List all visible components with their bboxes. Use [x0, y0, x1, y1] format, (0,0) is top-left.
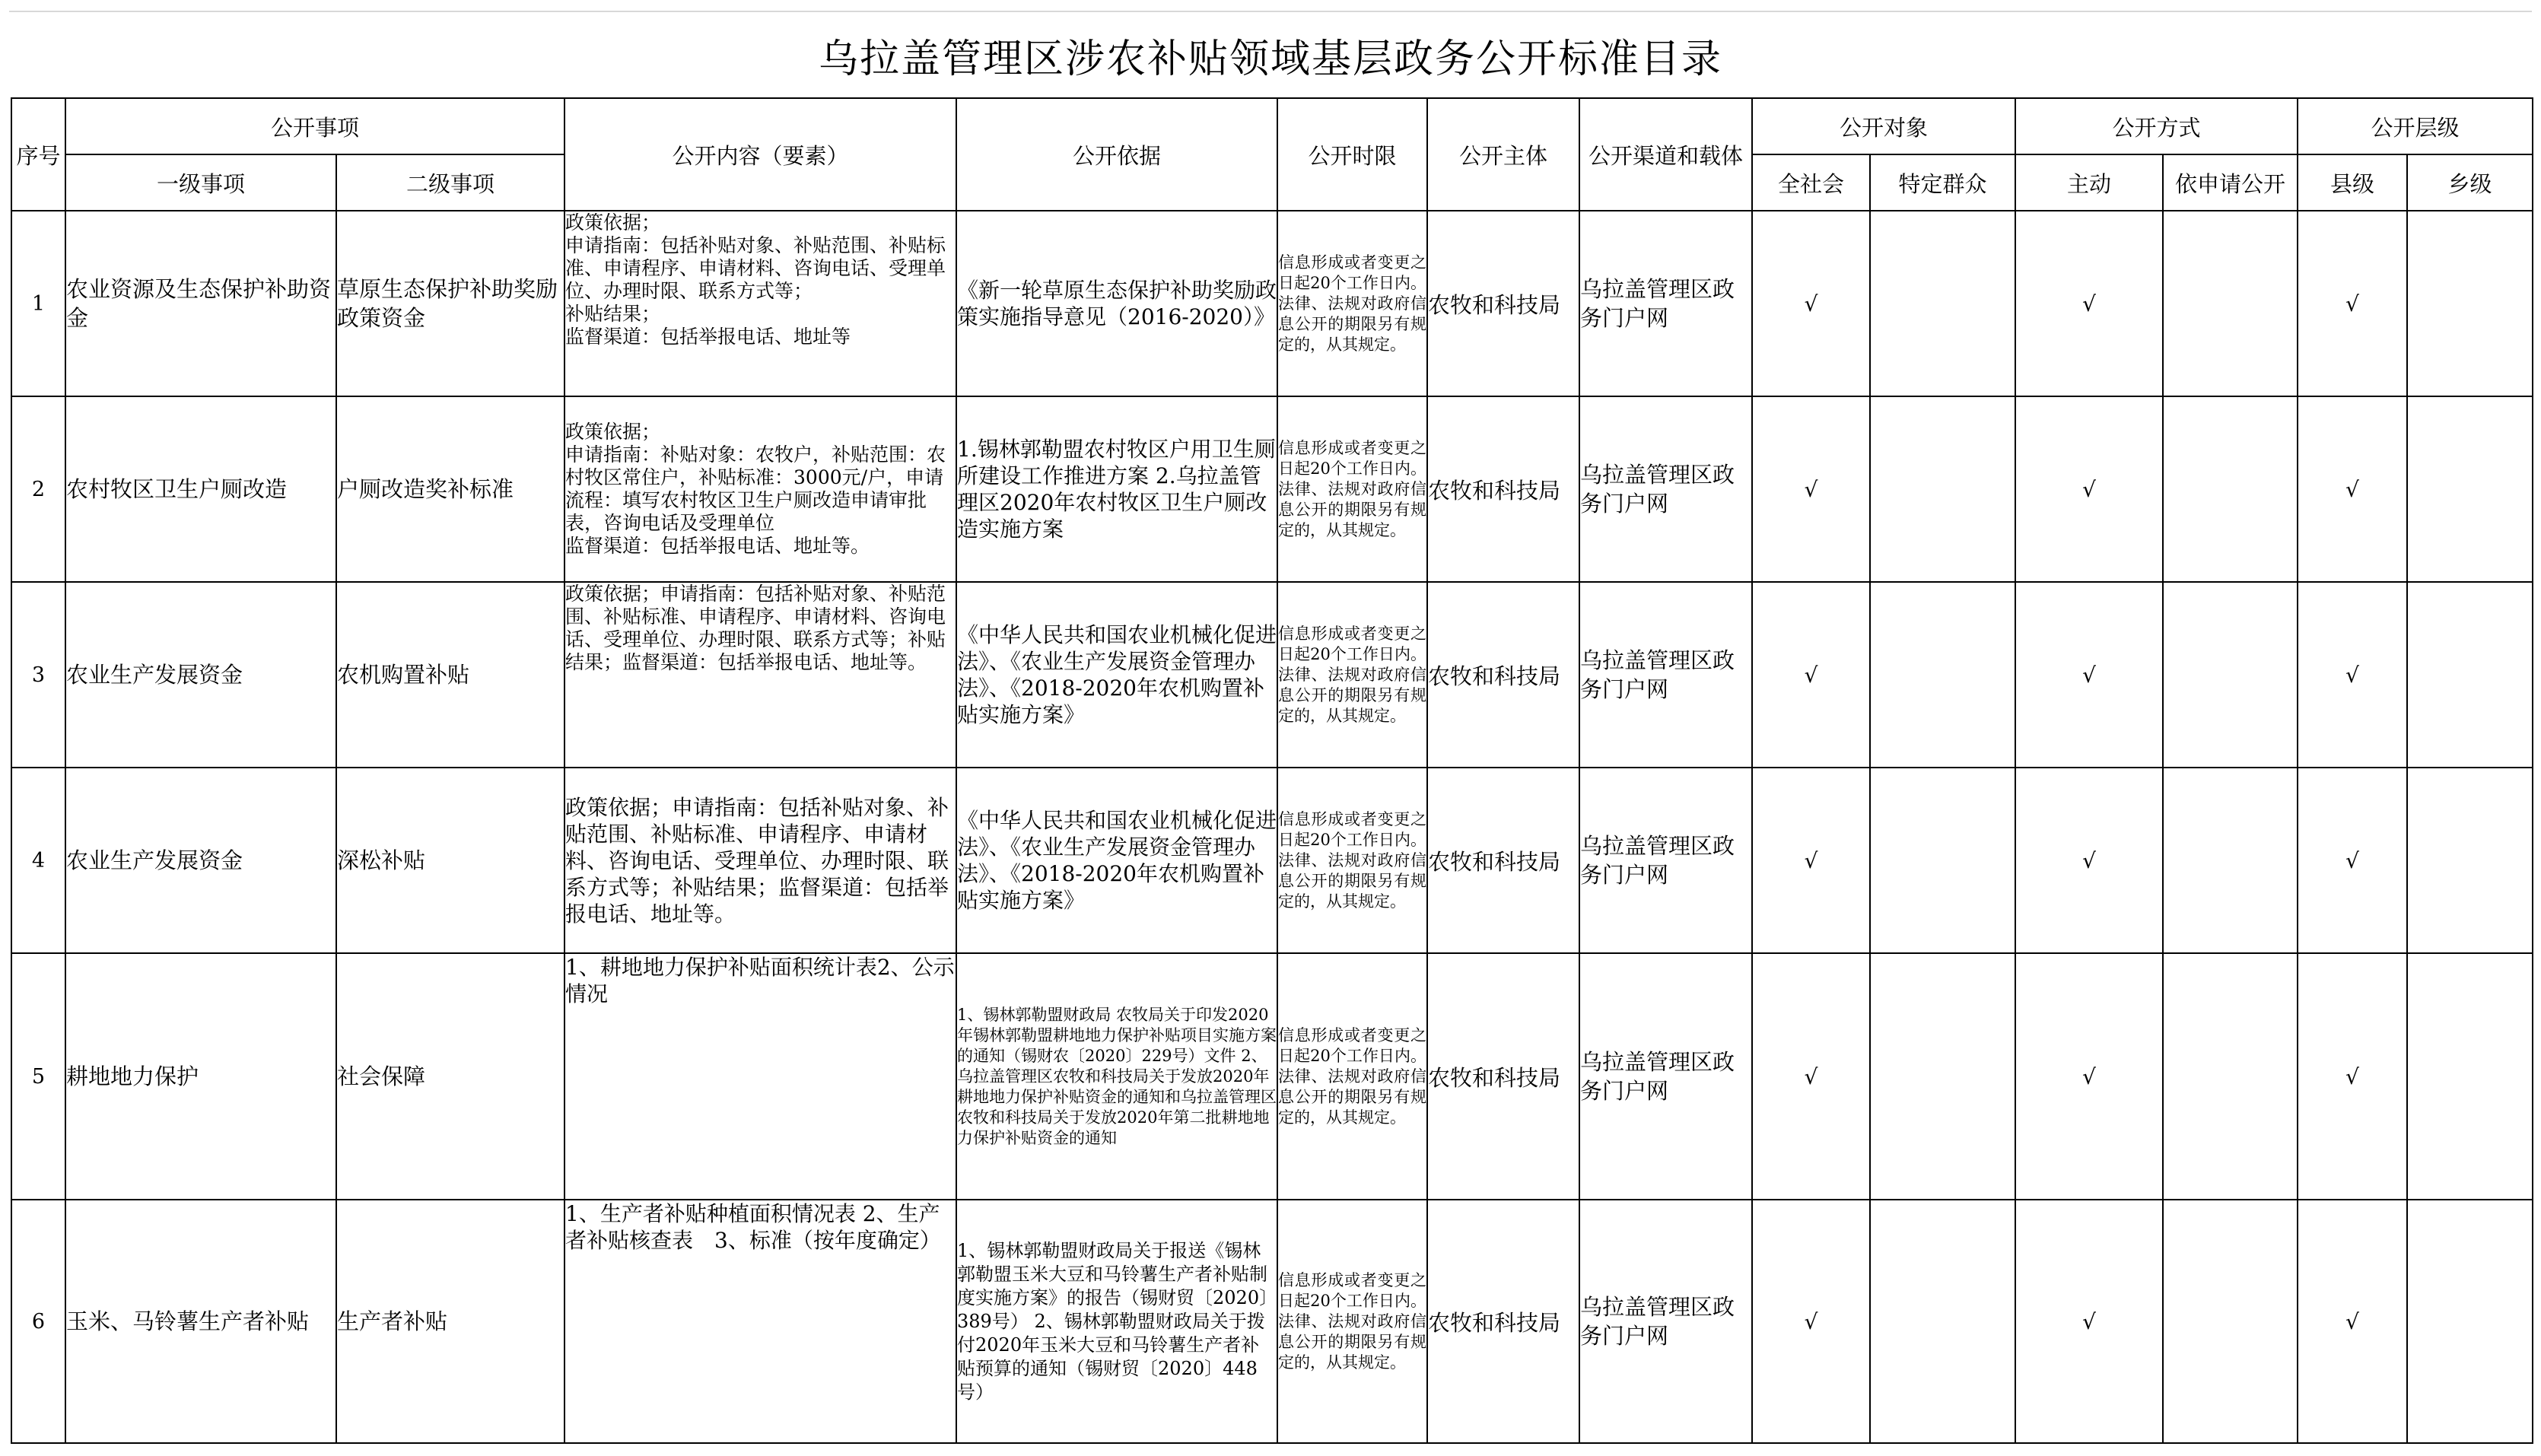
header-seq: 序号 [11, 98, 65, 211]
cell-level1: 农业生产发展资金 [65, 768, 336, 953]
header-content: 公开内容（要素） [564, 98, 956, 211]
cell-subject: 农牧和科技局 [1427, 953, 1579, 1200]
cell-channel: 乌拉盖管理区政务门户网 [1579, 582, 1752, 768]
cell-target-special [1870, 768, 2015, 953]
cell-method-apply [2163, 582, 2298, 768]
header-basis: 公开依据 [956, 98, 1277, 211]
cell-seq: 2 [11, 396, 65, 582]
cell-channel: 乌拉盖管理区政务门户网 [1579, 396, 1752, 582]
cell-limit: 信息形成或者变更之日起20个工作日内。法律、法规对政府信息公开的期限另有规定的，从其规定。 [1277, 396, 1427, 582]
header-method-apply: 依申请公开 [2163, 154, 2298, 211]
cell-level-county: √ [2298, 396, 2407, 582]
cell-content [564, 953, 956, 1200]
content-line: 申请指南：补贴对象：农牧户，补贴范围：农村牧区常住户，补贴标准：3000元/户，申请流程：填写农村牧区卫生户厕改造申请审批表，咨询电话及受理单位 [565, 443, 946, 534]
cell-subject: 农牧和科技局 [1427, 211, 1579, 396]
table-row [11, 1200, 2533, 1443]
cell-basis: 《中华人民共和国农业机械化促进法》、《农业生产发展资金管理办法》、《2018-2020年农机购置补贴实施方案》 [956, 768, 1277, 953]
cell-content [564, 768, 956, 953]
cell-level-county: √ [2298, 768, 2407, 953]
cell-level2: 户厕改造奖补标准 [336, 396, 564, 582]
cell-method-active: √ [2015, 396, 2163, 582]
cell-level2: 生产者补贴 [336, 1200, 564, 1443]
table-row [11, 953, 2533, 1200]
cell-level2: 社会保障 [336, 953, 564, 1200]
cell-seq: 5 [11, 953, 65, 1200]
cell-level1: 耕地地力保护 [65, 953, 336, 1200]
cell-seq: 3 [11, 582, 65, 768]
page-title: 乌拉盖管理区涉农补贴领域基层政务公开标准目录 [818, 36, 1722, 82]
header-target-all: 全社会 [1752, 154, 1870, 211]
header-target: 公开对象 [1752, 98, 2015, 154]
content-line: 申请指南：包括补贴对象、补贴范围、补贴标准、申请程序、申请材料、咨询电话、受理单位、办理时限、联系方式等； [565, 234, 946, 302]
cell-level1: 农业生产发展资金 [65, 582, 336, 768]
header-target-special: 特定群众 [1870, 154, 2015, 211]
cell-method-active: √ [2015, 768, 2163, 953]
cell-channel: 乌拉盖管理区政务门户网 [1579, 953, 1752, 1200]
cell-level2: 草原生态保护补助奖励政策资金 [336, 211, 564, 396]
cell-method-apply [2163, 768, 2298, 953]
cell-target-special [1870, 211, 2015, 396]
cell-target-all: √ [1752, 953, 1870, 1200]
cell-basis: 1、锡林郭勒盟财政局关于报送《锡林郭勒盟玉米大豆和马铃薯生产者补贴制度实施方案》的报告（锡财贸〔2020〕389号） 2、锡林郭勒盟财政局关于拨付2020年玉米大豆和马铃薯生产者补贴预算的通知（锡财贸〔2020〕448号） [956, 1200, 1277, 1443]
cell-content [564, 1200, 956, 1443]
content-line: 政策依据； [565, 421, 661, 443]
header-level1: 一级事项 [65, 154, 336, 211]
cell-method-apply [2163, 396, 2298, 582]
cell-level-town [2407, 211, 2533, 396]
cell-method-apply [2163, 953, 2298, 1200]
cell-target-all: √ [1752, 1200, 1870, 1443]
cell-method-apply [2163, 1200, 2298, 1443]
cell-level-county: √ [2298, 582, 2407, 768]
cell-method-active: √ [2015, 1200, 2163, 1443]
cell-level2: 深松补贴 [336, 768, 564, 953]
cell-level-town [2407, 582, 2533, 768]
cell-basis: 《中华人民共和国农业机械化促进法》、《农业生产发展资金管理办法》、《2018-2020年农机购置补贴实施方案》 [956, 582, 1277, 768]
cell-method-active: √ [2015, 953, 2163, 1200]
cell-method-active: √ [2015, 582, 2163, 768]
cell-basis: 1.锡林郭勒盟农村牧区户用卫生厕所建设工作推进方案 2.乌拉盖管理区2020年农村牧区卫生户厕改造实施方案 [956, 396, 1277, 582]
cell-basis: 1、锡林郭勒盟财政局 农牧局关于印发2020年锡林郭勒盟耕地地力保护补贴项目实施方案的通知（锡财农〔2020〕229号）文件 2、乌拉盖管理区农牧和科技局关于发放2020年耕地地力保护补贴资金的通知和乌拉盖管理区农牧和科技局关于发放2020年第二批耕地地力保护补贴资金的通知 [956, 953, 1277, 1200]
cell-subject: 农牧和科技局 [1427, 768, 1579, 953]
cell-level2: 农机购置补贴 [336, 582, 564, 768]
content-line: 政策依据；申请指南：包括补贴对象、补贴范围、补贴标准、申请程序、申请材料、咨询电话、受理单位、办理时限、联系方式等；补贴结果；监督渠道：包括举报电话、地址等。 [565, 583, 946, 673]
cell-level1: 农村牧区卫生户厕改造 [65, 396, 336, 582]
cell-content [564, 211, 956, 396]
cell-target-special [1870, 1200, 2015, 1443]
cell-seq: 4 [11, 768, 65, 953]
cell-channel: 乌拉盖管理区政务门户网 [1579, 1200, 1752, 1443]
content-line: 1、耕地地力保护补贴面积统计表2、公示情况 [565, 955, 955, 1006]
cell-subject: 农牧和科技局 [1427, 396, 1579, 582]
cell-limit: 信息形成或者变更之日起20个工作日内。法律、法规对政府信息公开的期限另有规定的，从其规定。 [1277, 953, 1427, 1200]
content-line: 补贴结果； [565, 303, 661, 325]
header-subject: 公开主体 [1427, 98, 1579, 211]
header-level-town: 乡级 [2407, 154, 2533, 211]
cell-level-county: √ [2298, 953, 2407, 1200]
content-line: 监督渠道：包括举报电话、地址等 [565, 326, 851, 348]
cell-target-all: √ [1752, 396, 1870, 582]
cell-seq: 6 [11, 1200, 65, 1443]
cell-level1: 农业资源及生态保护补助资金 [65, 211, 336, 396]
cell-subject: 农牧和科技局 [1427, 582, 1579, 768]
cell-target-all: √ [1752, 582, 1870, 768]
content-line: 政策依据；申请指南：包括补贴对象、补贴范围、补贴标准、申请程序、申请材料、咨询电话、受理单位、办理时限、联系方式等；补贴结果；监督渠道：包括举报电话、地址等。 [565, 794, 949, 927]
table-row [11, 211, 2533, 396]
cell-limit: 信息形成或者变更之日起20个工作日内。法律、法规对政府信息公开的期限另有规定的，从其规定。 [1277, 768, 1427, 953]
cell-level-town [2407, 1200, 2533, 1443]
catalog-table [11, 97, 2533, 1444]
table-row [11, 396, 2533, 582]
cell-level1: 玉米、马铃薯生产者补贴 [65, 1200, 336, 1443]
cell-channel: 乌拉盖管理区政务门户网 [1579, 211, 1752, 396]
title-bar [9, 11, 2532, 97]
cell-channel: 乌拉盖管理区政务门户网 [1579, 768, 1752, 953]
cell-subject: 农牧和科技局 [1427, 1200, 1579, 1443]
cell-limit: 信息形成或者变更之日起20个工作日内。法律、法规对政府信息公开的期限另有规定的，从其规定。 [1277, 1200, 1427, 1443]
header-items: 公开事项 [65, 98, 564, 154]
cell-method-apply [2163, 211, 2298, 396]
header-limit: 公开时限 [1277, 98, 1427, 211]
cell-level-county: √ [2298, 211, 2407, 396]
cell-target-all: √ [1752, 768, 1870, 953]
cell-limit: 信息形成或者变更之日起20个工作日内。法律、法规对政府信息公开的期限另有规定的，从其规定。 [1277, 211, 1427, 396]
cell-basis: 《新一轮草原生态保护补助奖励政策实施指导意见（2016-2020）》 [956, 211, 1277, 396]
header-level-county: 县级 [2298, 154, 2407, 211]
header-method-active: 主动 [2015, 154, 2163, 211]
header-channel: 公开渠道和载体 [1579, 98, 1752, 211]
content-line: 政策依据； [565, 211, 661, 234]
cell-method-active: √ [2015, 211, 2163, 396]
cell-target-special [1870, 582, 2015, 768]
cell-limit: 信息形成或者变更之日起20个工作日内。法律、法规对政府信息公开的期限另有规定的，从其规定。 [1277, 582, 1427, 768]
cell-level-town [2407, 768, 2533, 953]
cell-target-special [1870, 396, 2015, 582]
cell-target-all: √ [1752, 211, 1870, 396]
cell-target-special [1870, 953, 2015, 1200]
content-line: 监督渠道：包括举报电话、地址等。 [565, 535, 870, 557]
table-row [11, 582, 2533, 768]
cell-content [564, 396, 956, 582]
header-level2: 二级事项 [336, 154, 564, 211]
header-row-1 [11, 98, 2533, 154]
header-method: 公开方式 [2015, 98, 2298, 154]
header-level: 公开层级 [2298, 98, 2533, 154]
table-row [11, 768, 2533, 953]
cell-level-town [2407, 953, 2533, 1200]
content-line: 1、生产者补贴种植面积情况表 2、生产者补贴核查表 3、标准（按年度确定） [565, 1201, 941, 1253]
cell-level-town [2407, 396, 2533, 582]
cell-content [564, 582, 956, 768]
cell-level-county: √ [2298, 1200, 2407, 1443]
cell-seq: 1 [11, 211, 65, 396]
